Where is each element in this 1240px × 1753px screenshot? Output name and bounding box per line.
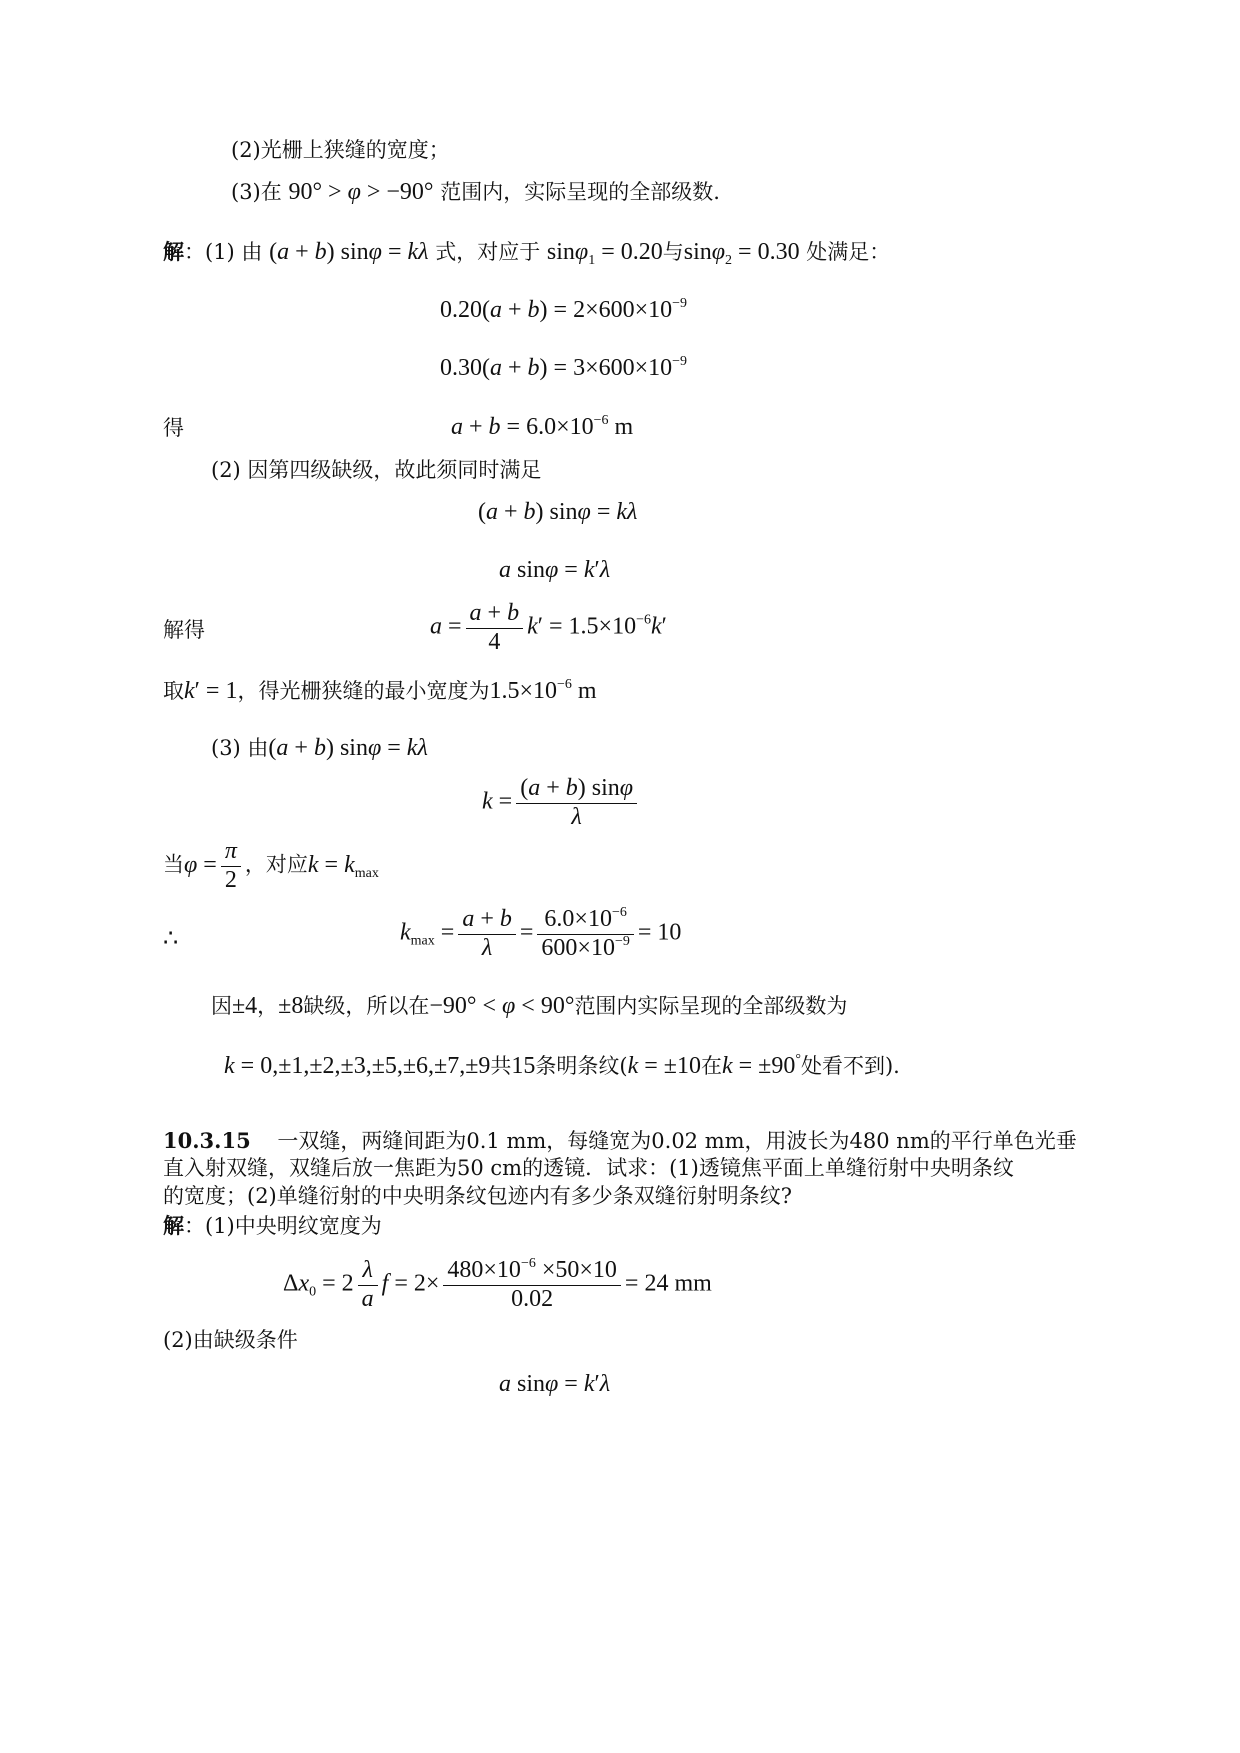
solution-3-intro: (3) 由(a + b) sinφ = kλ [211, 735, 428, 761]
min-width-line: 取k′ = 1，得光栅狭缝的最小宽度为$1.5\times 10^{-6}$ m [163, 677, 597, 704]
equation-order-3: $0.30(a + b) = 3\times 600\times 10^{-9}$ [440, 354, 688, 381]
solution-part-2: (2)由缺级条件 [163, 1328, 298, 1352]
problem-number: 10.3.15 [163, 1128, 251, 1153]
missing-orders-line: 因±4，±8缺级，所以在−90° < φ < 90°范围内实际呈现的全部级数为 [211, 993, 848, 1019]
solution-1-intro: 解：(1) 由 (a + b) sinφ = kλ 式，对应于 sinφ$_1$ = 0.20与sinφ$_2$ = 0.30 处满足： [163, 239, 891, 268]
slit-width-formula: a = $\frac{a + b}{4}$ $k' = 1.5\times 10^{-6}k'$ [430, 600, 667, 655]
therefore-symbol: ∴ [163, 924, 179, 952]
equation-order-2: $0.20(a + b) = 2\times 600\times 10^{-9}$ [440, 296, 688, 323]
sin-phi2-formula: sinφ$_2$ = 0.30 [683, 239, 800, 268]
problem-line-2: 直入射双缝，双缝后放一焦距为50 cm的透镜．试求：(1)透镜焦平面上单缝衍射中央明条纹 [163, 1156, 1014, 1180]
sin-phi1-formula: sinφ$_1$ = 0.20 [546, 239, 663, 268]
k-expression: k = $\frac{(a + b) \sin\varphi}{\lambda}$ [482, 775, 641, 831]
grating-equation-2: (a + b) sinφ = kλ [478, 499, 638, 525]
final-orders-line: k = 0,±1,±2,±3,±5,±6,±7,±9共15条明条纹(k = ±10在k = ±90°处看不到). [224, 1052, 900, 1079]
missing-order-condition: a sinφ = k′λ [499, 1371, 611, 1397]
when-phi-line: 当φ = $\frac{\pi}{2}$ ，对应$k = k_{max}$ [163, 838, 379, 893]
de-label: 得 [163, 416, 184, 440]
single-slit-minimum-equation: a sinφ = k′λ [499, 557, 611, 583]
kmax-calculation: $k_{max}$ = $\frac{a + b}{\lambda}$ = $\frac{6.0\times 10^{-6}}{600\times 10^{-9}}$ = 10 [400, 905, 682, 961]
jiede-label: 解得 [163, 618, 205, 642]
item-3-line: (3)在 90° > φ > −90° 范围内，实际呈现的全部级数. [231, 179, 720, 205]
problem-line-1: 10.3.15 一双缝，两缝间距为0.1 mm，每缝宽为0.02 mm，用波长为480 nm的平行单色光垂 [163, 1128, 1077, 1153]
item-2-text: (2)光栅上狭缝的宽度； [231, 138, 450, 162]
solution-part-1: 解：(1)中央明纹宽度为 [163, 1213, 382, 1238]
solution-label: 解 [163, 239, 184, 264]
grating-equation: (a + b) sinφ = kλ [269, 239, 429, 265]
angle-range-formula: 90° > φ > −90° [288, 179, 434, 205]
solution-2-intro: (2) 因第四级缺级，故此须同时满足 [211, 458, 542, 482]
grating-constant-result: $a + b = 6.0\times 10^{-6}$ m [451, 413, 634, 440]
problem-line-3: 的宽度；(2)单缝衍射的中央明条纹包迹内有多少条双缝衍射明条纹? [163, 1184, 793, 1208]
central-fringe-width-formula: $\Delta x_0 = 2$ $\frac{\lambda}{a}$ f = 2× $\frac{480\times 10^{-6} \times 50\times 10}{0.02}$ = 24 mm [283, 1256, 712, 1312]
